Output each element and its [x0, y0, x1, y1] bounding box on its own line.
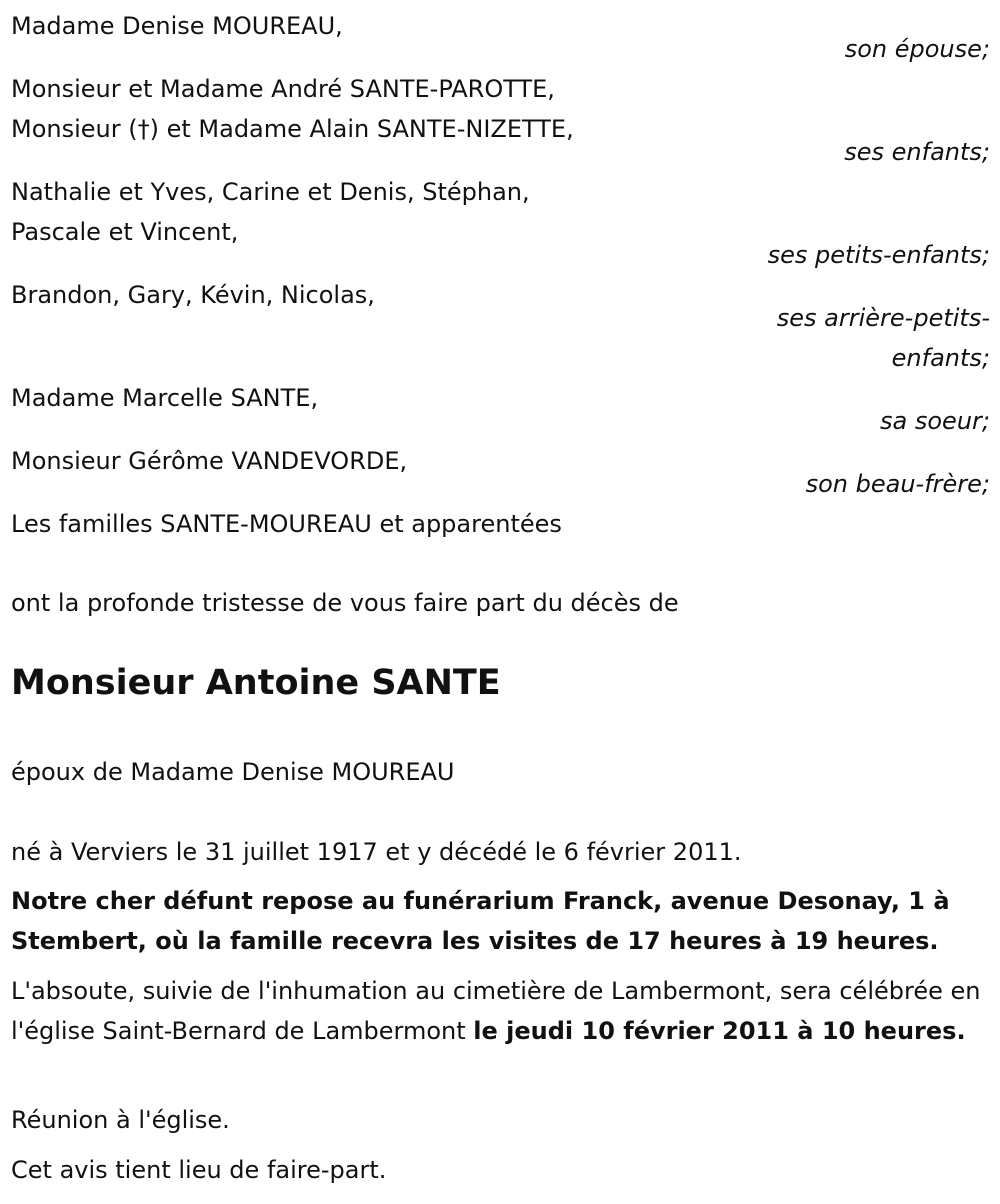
family-name-line: Pascale et Vincent,: [11, 218, 239, 246]
notice-text: Cet avis tient lieu de faire-part.: [11, 1156, 387, 1184]
deceased-name: Monsieur Antoine SANTE: [11, 663, 501, 703]
ceremony-text: [11, 971, 986, 1051]
family-name-line: Monsieur (†) et Madame Alain SANTE-NIZETTE,: [11, 115, 574, 143]
family-role: son épouse;: [844, 35, 990, 63]
family-name-line: Madame Marcelle SANTE,: [11, 384, 319, 412]
ceremony-description: L'absoute, suivie de l'inhumation au cimetière de Lambermont, sera célébrée en l'église Saint-Bernard de Lambermont: [11, 977, 981, 1045]
family-role: ses enfants;: [844, 138, 990, 166]
announcement-text: ont la profonde tristesse de vous faire part du décès de: [11, 589, 679, 617]
funerarium-text: Notre cher défunt repose au funérarium Franck, avenue Desonay, 1 à Stembert, où la famille recevra les visites de 17 heures à 19 heures.: [11, 887, 950, 955]
family-role: enfants;: [891, 344, 990, 372]
family-role: ses arrière-petits-: [776, 304, 990, 332]
meeting-text: Réunion à l'église.: [11, 1106, 230, 1134]
family-name-line: Monsieur et Madame André SANTE-PAROTTE,: [11, 75, 555, 103]
birth-death-text: né à Verviers le 31 juillet 1917 et y décédé le 6 février 2011.: [11, 838, 742, 866]
family-name-line: Nathalie et Yves, Carine et Denis, Stéphan,: [11, 178, 530, 206]
family-name-line: Madame Denise MOUREAU,: [11, 12, 343, 40]
family-role: son beau-frère;: [805, 470, 990, 498]
family-name-line: Monsieur Gérôme VANDEVORDE,: [11, 447, 408, 475]
ceremony-date: le jeudi 10 février 2011 à 10 heures.: [473, 1017, 966, 1045]
family-name-line: Les familles SANTE-MOUREAU et apparentées: [11, 510, 562, 538]
spouse-text: époux de Madame Denise MOUREAU: [11, 758, 455, 786]
family-name-line: Brandon, Gary, Kévin, Nicolas,: [11, 281, 375, 309]
family-role: ses petits-enfants;: [767, 241, 990, 269]
family-role: sa soeur;: [880, 407, 990, 435]
